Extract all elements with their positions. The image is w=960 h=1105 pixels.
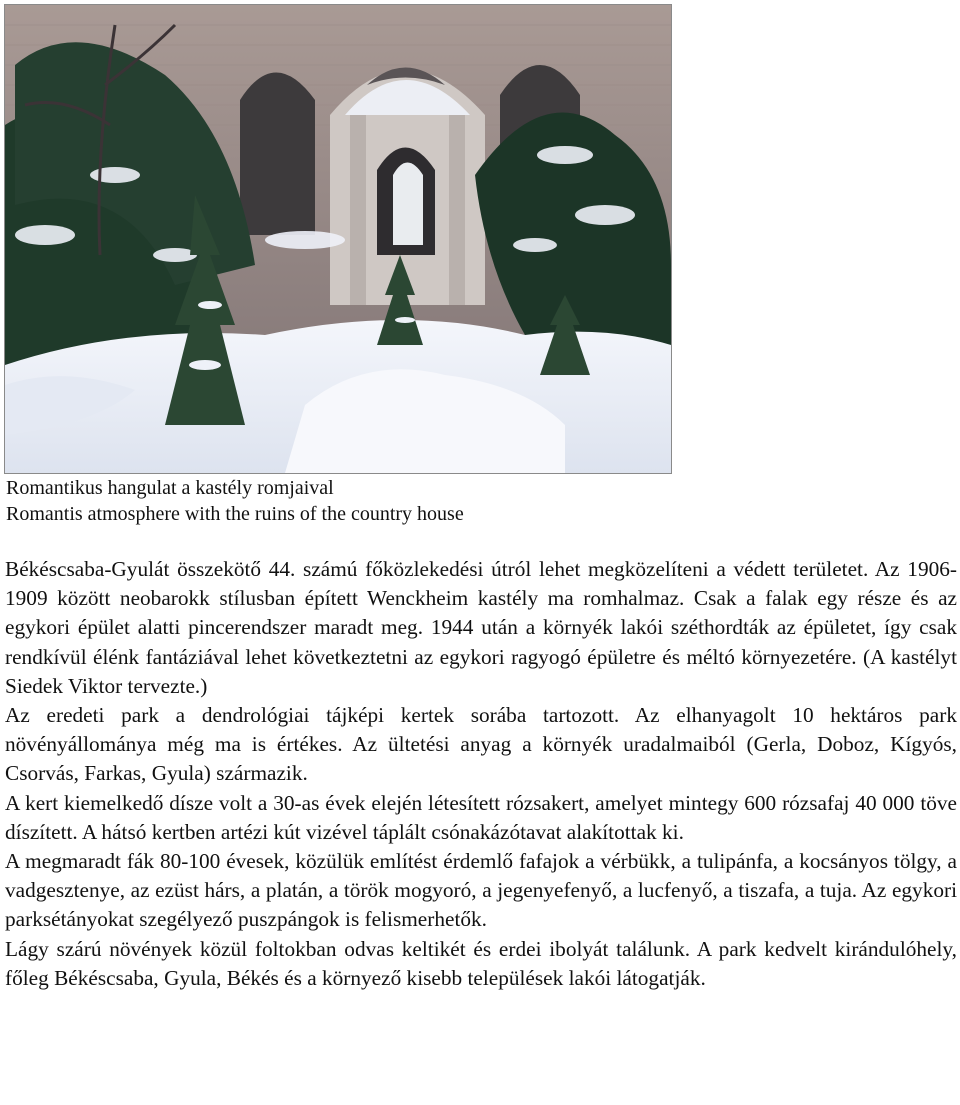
- article-body: [5, 555, 957, 993]
- caption-english: Romantis atmosphere with the ruins of the country house: [6, 503, 464, 525]
- ruins-photo: [4, 4, 672, 474]
- paragraph-access-history: Békéscsaba-Gyulát összekötő 44. számú főközlekedési útról lehet megközelíteni a védett területet. Az 1906-1909 között neobarokk stílusban épített Wenckheim kastély ma romhalmaz. Csak a falak egy része és az egykori épület alatti pincerendszer maradt meg. 1944 után a környék lakói széthordták az épületet, így csak rendkívül élénk fantáziával lehet következtetni az egykori ragyogó épületre és méltó környezetére. (A kastélyt Siedek Viktor tervezte.): [5, 557, 957, 698]
- paragraph-plants-visitors: Lágy szárú növények közül foltokban odvas keltikét és erdei ibolyát találunk. A park kedvelt kirándulóhely, főleg Békéscsaba, Gyula, Békés és a környező kisebb települések lakói látogatják.: [5, 936, 957, 990]
- caption-hungarian: Romantikus hangulat a kastély romjaival: [6, 477, 334, 499]
- paragraph-trees: A megmaradt fák 80-100 évesek, közülük említést érdemlő fafajok a vérbükk, a tulipánfa, a kocsányos tölgy, a vadgesztenye, az ezüst hárs, a platán, a török mogyoró, a jegenyefenyő, a lucfenyő, a tiszafa, a tuja. Az egykori parksétányokat szegélyező puszpángok is felismerhetők.: [5, 849, 957, 932]
- snowy-ruins-illustration: [5, 5, 671, 473]
- figure-caption: [6, 475, 464, 527]
- paragraph-original-park: Az eredeti park a dendrológiai tájképi kertek sorába tartozott. Az elhanyagolt 10 hektáros park növényállománya még ma is értékes. Az ültetési anyag a környék uradalmaiból (Gerla, Doboz, Kígyós, Csorvás, Farkas, Gyula) származik.: [5, 703, 957, 786]
- paragraph-rose-garden: A kert kiemelkedő dísze volt a 30-as évek elején létesített rózsakert, amelyet mintegy 600 rózsafaj 40 000 töve díszített. A hátsó kertben artézi kút vizével táplált csónakázótavat alakítottak ki.: [5, 790, 957, 844]
